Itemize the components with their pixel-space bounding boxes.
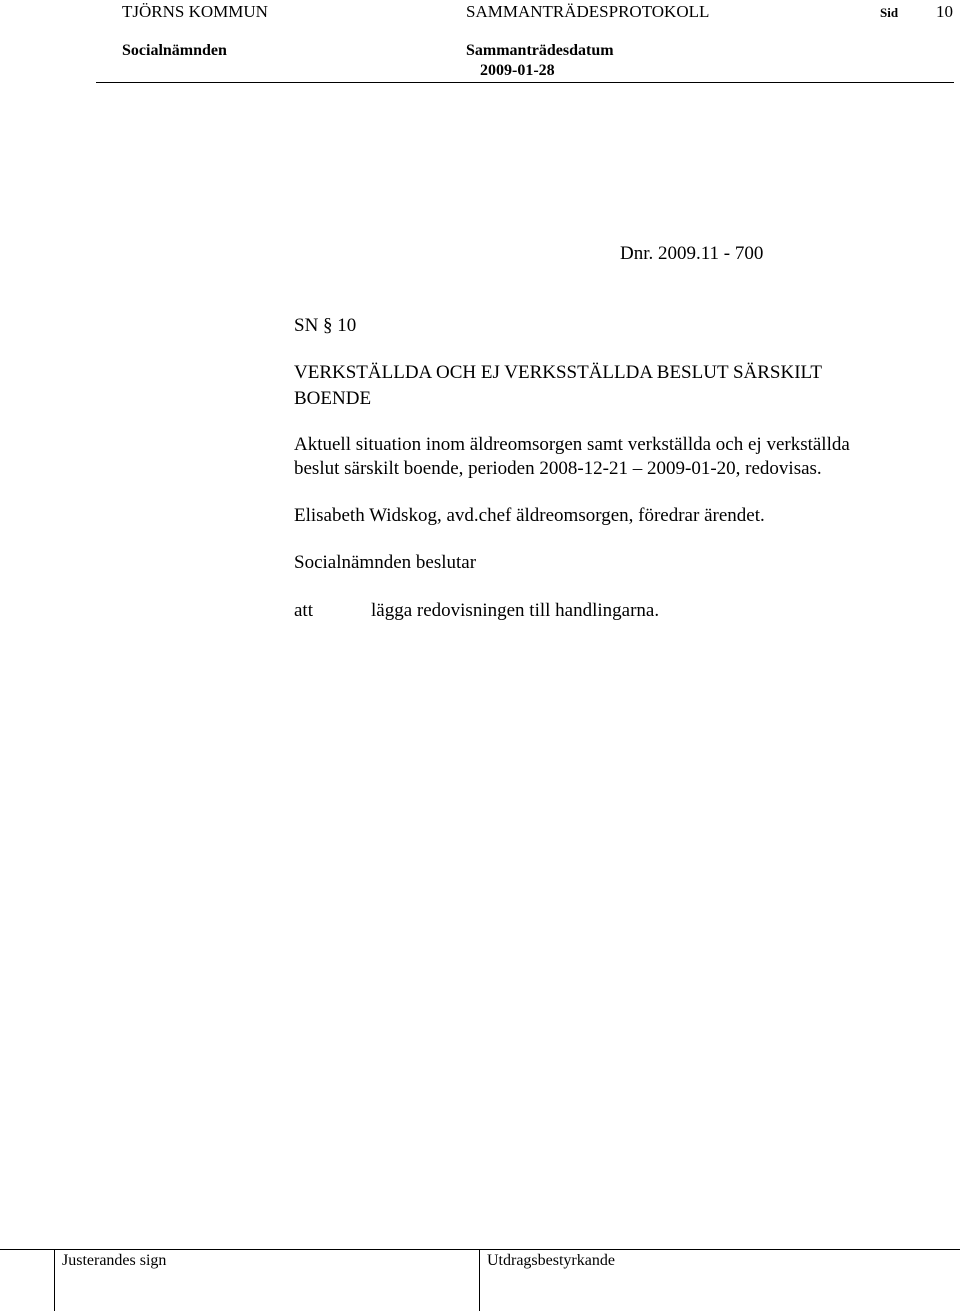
board-name: Socialnämnden bbox=[122, 42, 227, 59]
footer-divider bbox=[0, 1249, 960, 1250]
decision-heading: Socialnämnden beslutar bbox=[294, 552, 477, 573]
document-title: SAMMANTRÄDESPROTOKOLL bbox=[466, 2, 710, 21]
footer-left-border bbox=[54, 1249, 55, 1311]
extract-certification-label: Utdragsbestyrkande bbox=[487, 1252, 615, 1269]
page-number: 10 bbox=[936, 2, 953, 21]
page-label: Sid bbox=[880, 5, 899, 20]
header-divider bbox=[96, 82, 954, 83]
item-heading: VERKSTÄLLDA OCH EJ VERKSSTÄLLDA BESLUT SÄRSKILT BOENDE bbox=[294, 362, 822, 409]
description-line: Aktuell situation inom äldreomsorgen samt verkställda och ej verkställda bbox=[294, 434, 850, 455]
meeting-date: 2009-01-28 bbox=[480, 62, 555, 79]
footer-middle-border bbox=[479, 1249, 480, 1311]
municipality-name: TJÖRNS KOMMUN bbox=[122, 2, 268, 21]
decision-att: att bbox=[294, 600, 313, 621]
decision-text: lägga redovisningen till handlingarna. bbox=[371, 600, 660, 621]
meeting-date-label: Sammanträdesdatum bbox=[466, 42, 614, 59]
adjuster-signature-label: Justerandes sign bbox=[62, 1252, 167, 1269]
description-line: beslut särskilt boende, perioden 2008-12-21 – 2009-01-20, redovisas. bbox=[294, 458, 822, 479]
reference-number: Dnr. 2009.11 - 700 bbox=[620, 243, 764, 264]
item-description bbox=[294, 433, 934, 481]
presenter-note: Elisabeth Widskog, avd.chef äldreomsorgen, föredrar ärendet. bbox=[294, 505, 765, 526]
paragraph-number: SN § 10 bbox=[294, 315, 357, 336]
